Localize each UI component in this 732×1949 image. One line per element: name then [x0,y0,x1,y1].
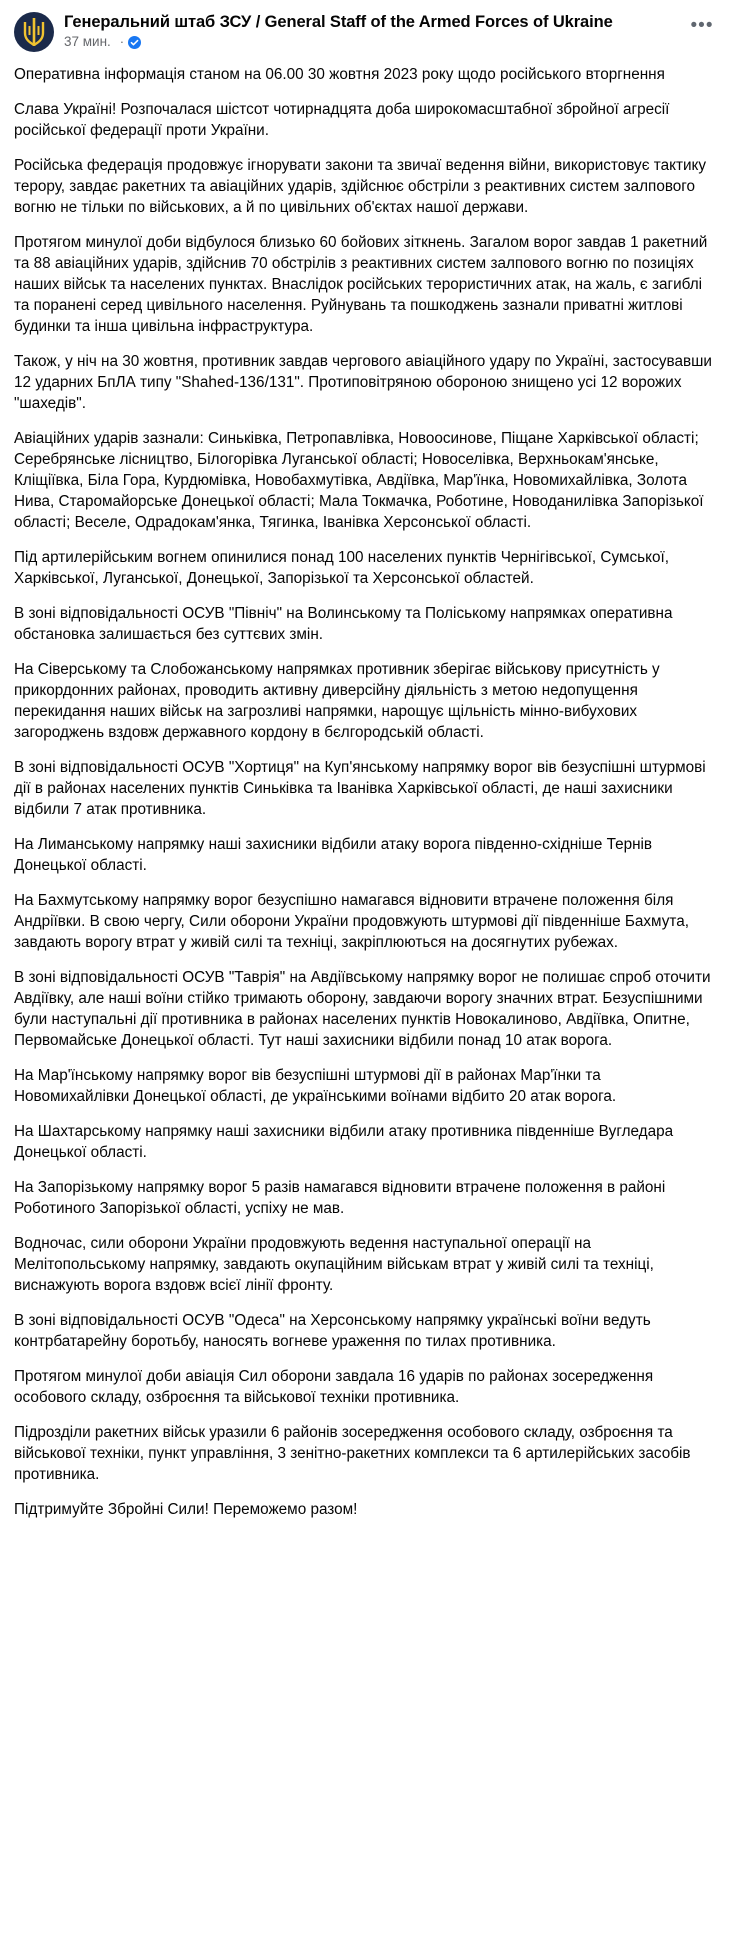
post-paragraph: На Бахмутському напрямку ворог безуспішно намагався відновити втрачене положення біля Андріївки. В свою чергу, Сили оборони України продовжують штурмові дії південніше Бахмута, завдають ворогу втрат у живій силі та техніці, закріплюються на досягнутих рубежах. [14,892,689,951]
post-paragraph: Водночас, сили оборони України продовжують ведення наступальної операції на Мелітопольському напрямку, завдають окупаційним військам втрат у живій силі та техніці, виснажують ворога вздовж всієї лінії фронту. [14,1235,654,1294]
post-paragraph: В зоні відповідальності ОСУВ "Таврія" на Авдіївському напрямку ворог не полишає спроб оточити Авдіївку, але наші воїни стійко тримають оборону, завдаючи ворогу значних втрат. Безуспішними були наступальні дії противника в районах населених пунктів Новокалиново, Авдіївка, Опитне, Первомайське Донецької області. Тут наші захисники відбили понад 10 атак ворога. [14,969,711,1049]
post-paragraph: Оперативна інформація станом на 06.00 30 жовтня 2023 року щодо російського вторгнення [14,66,665,83]
post-paragraph: В зоні відповідальності ОСУВ "Одеса" на Херсонському напрямку українські воїни ведуть контрбатарейну боротьбу, наносять вогневе ураження по тилах противника. [14,1312,651,1350]
post-paragraph: На Сіверському та Слобожанському напрямках противник зберігає військову присутність у прикордонних районах, проводить активну диверсійну діяльність з метою недопущення перекидання наших військ на загрозливі напрямки, нарощує щільність мінно-вибухових загороджень вздовж державного кордону в бєлгородській області. [14,661,660,741]
post-paragraph: Російська федерація продовжує ігнорувати закони та звичаї ведення війни, використовує тактику терору, завдає ракетних та авіаційних ударів, здійснює обстріли з реактивних систем залпового вогню не тільки по військових, а й по цивільних об'єктах нашої держави. [14,157,707,216]
post-header [0,0,732,56]
post-paragraph: На Запорізькому напрямку ворог 5 разів намагався відновити втрачене положення в районі Роботиного Запорізької області, успіху не мав. [14,1179,666,1217]
post-paragraph: В зоні відповідальності ОСУВ "Північ" на Волинському та Поліському напрямках оперативна обстановка залишається без суттєвих змін. [14,605,673,643]
post-meta [64,34,684,50]
post-menu-button[interactable]: ••• [690,14,714,36]
post-paragraph: Підрозділи ракетних військ уразили 6 районів зосередження особового складу, озброєння та військової техніки, пункт управління, 3 зенітно-ракетних комплекси та 6 артилерійських засобів противника. [14,1424,691,1483]
trident-emblem-icon [21,17,47,47]
post-paragraph: Протягом минулої доби авіація Сил оборони завдала 16 ударів по районах зосередження особового складу, озброєння та військової техніки противника. [14,1368,654,1406]
meta-separator: · [119,34,125,49]
post-paragraph: На Мар'їнському напрямку ворог вів безуспішні штурмові дії в районах Мар'їнки та Новомихайлівки Донецької області, де українськими воїнами відбито 20 атак ворога. [14,1067,617,1105]
post-paragraph: Також, у ніч на 30 жовтня, противник завдав чергового авіаційного удару по Україні, застосувавши 12 ударних БпЛА типу "Shahed-136/131". Протиповітряною обороною знищено усі 12 ворожих "шахедів". [14,353,712,412]
post-paragraph: Протягом минулої доби відбулося близько 60 бойових зіткнень. Загалом ворог завдав 1 ракетний та 88 авіаційних ударів, здійснив 70 обстрілів з реактивних систем залпового вогню по позиціях наших військ та населених пунктах. Внаслідок російських терористичних атак, на жаль, є загиблі та поранені серед цивільного населення. Руйнувань та пошкоджень зазнали приватні житлові будинки та інша цивільна інфраструктура. [14,234,708,335]
post-paragraph: Під артилерійським вогнем опинилися понад 100 населених пунктів Чернігівської, Сумської, Харківської, Луганської, Донецької, Запорізької та Херсонської областей. [14,549,669,587]
post-header-text [64,12,718,50]
post-paragraph: Авіаційних ударів зазнали: Синьківка, Петропавлівка, Новоосинове, Піщане Харківської області; Серебрянське лісництво, Білогорівка Луганської області; Новоселівка, Верхньокам'янське, Кліщіївка, Біла Гора, Курдюмівка, Новобахмутівка, Авдіївка, Мар'їнка, Новомихайлівка, Золота Нива, Старомайорське Донецької області; Мала Токмачка, Роботине, Новоданилівка Запорізької області; Веселе, Одрадокам'янка, Тягинка, Іванівка Херсонської області. [14,430,704,531]
post-paragraph: На Лиманському напрямку наші захисники відбили атаку ворога південно-східніше Тернів Донецької області. [14,836,653,874]
post-paragraph: В зоні відповідальності ОСУВ "Хортиця" на Куп'янському напрямку ворог вів безуспішні штурмові дії в районах населених пунктів Синьківка та Іванівка Харківської області, де наші захисники відбили 7 атак противника. [14,759,706,818]
verified-badge-icon [128,36,141,49]
page-name[interactable]: Генеральний штаб ЗСУ / General Staff of the Armed Forces of Ukraine [64,13,613,31]
post-body [0,56,732,1530]
post-paragraph: Слава Україні! Розпочалася шістсот чотирнадцята доба широкомасштабної збройної агресії російської федерації проти України. [14,101,670,139]
post-paragraph: На Шахтарському напрямку наші захисники відбили атаку противника південніше Вугледара Донецької області. [14,1123,674,1161]
post-paragraph: Підтримуйте Збройні Сили! Переможемо разом! [14,1501,358,1518]
post-timestamp[interactable]: 37 мин. [64,34,111,49]
avatar[interactable] [14,12,54,52]
